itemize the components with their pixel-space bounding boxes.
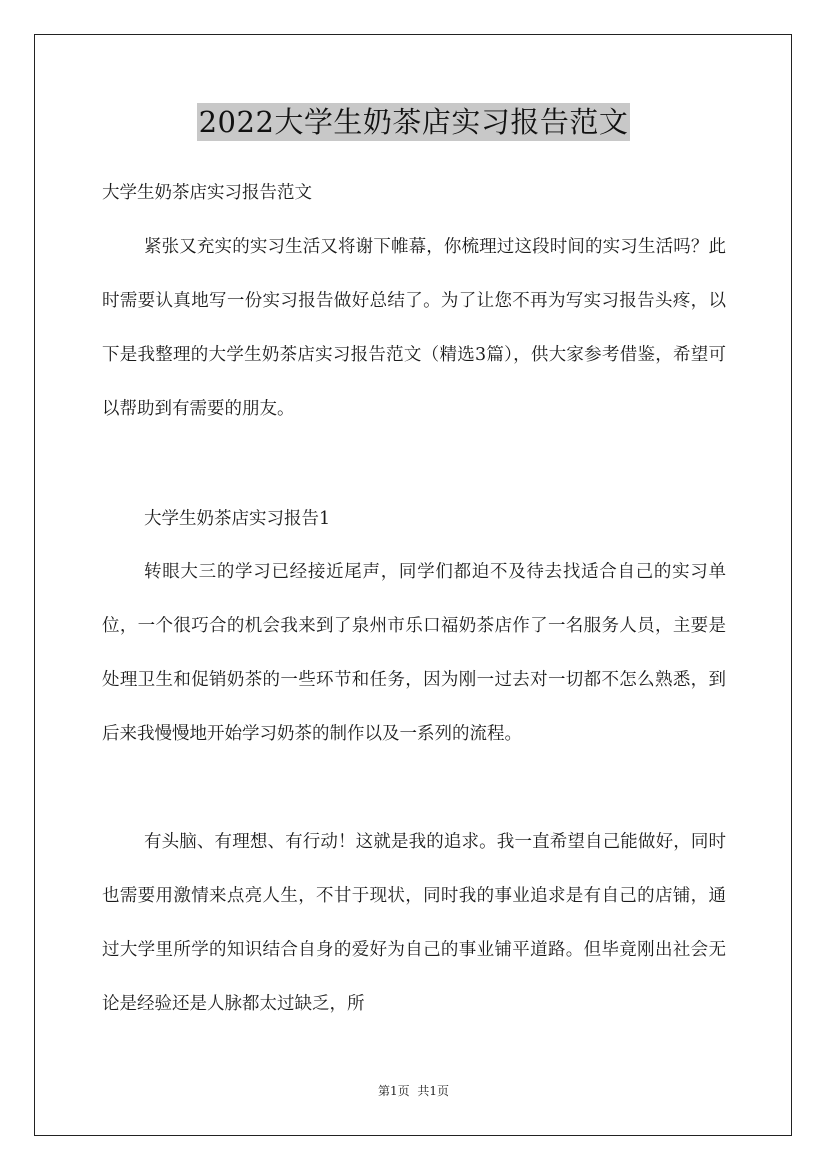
document-subtitle: 大学生奶茶店实习报告范文 (102, 183, 312, 203)
body-paragraph-1: 转眼大三的学习已经接近尾声，同学们都迫不及待去找适合自己的实习单位，一个很巧合的机会我来到了泉州市乐口福奶茶店作了一名服务人员，主要是处理卫生和促销奶茶的一些环节和任务，因为刚一过去对一切都不怎么熟悉，到后来我慢慢地开始学习奶茶的制作以及一系列的流程。 (102, 562, 726, 744)
intro-paragraph: 紧张又充实的实习生活又将谢下帷幕，你梳理过这段时间的实习生活吗？此时需要认真地写一份实习报告做好总结了。为了让您不再为写实习报告头疼，以下是我整理的大学生奶茶店实习报告范文（精选3篇），供大家参考借鉴，希望可以帮助到有需要的朋友。 (102, 237, 726, 419)
page-number: 第1页 (377, 1084, 410, 1098)
section-heading: 大学生奶茶店实习报告1 (144, 509, 331, 529)
title-container (0, 103, 827, 141)
page-total: 共1页 (417, 1084, 450, 1098)
body-paragraph-2: 有头脑、有理想、有行动！这就是我的追求。我一直希望自己能做好，同时也需要用激情来点亮人生，不甘于现状，同时我的事业追求是有自己的店铺，通过大学里所学的知识结合自身的爱好为自己的事业铺平道路。但毕竟刚出社会无论是经验还是人脉都太过缺乏，所 (102, 832, 726, 1014)
page-footer (0, 1082, 827, 1100)
document-title: 2022大学生奶茶店实习报告范文 (198, 105, 629, 139)
